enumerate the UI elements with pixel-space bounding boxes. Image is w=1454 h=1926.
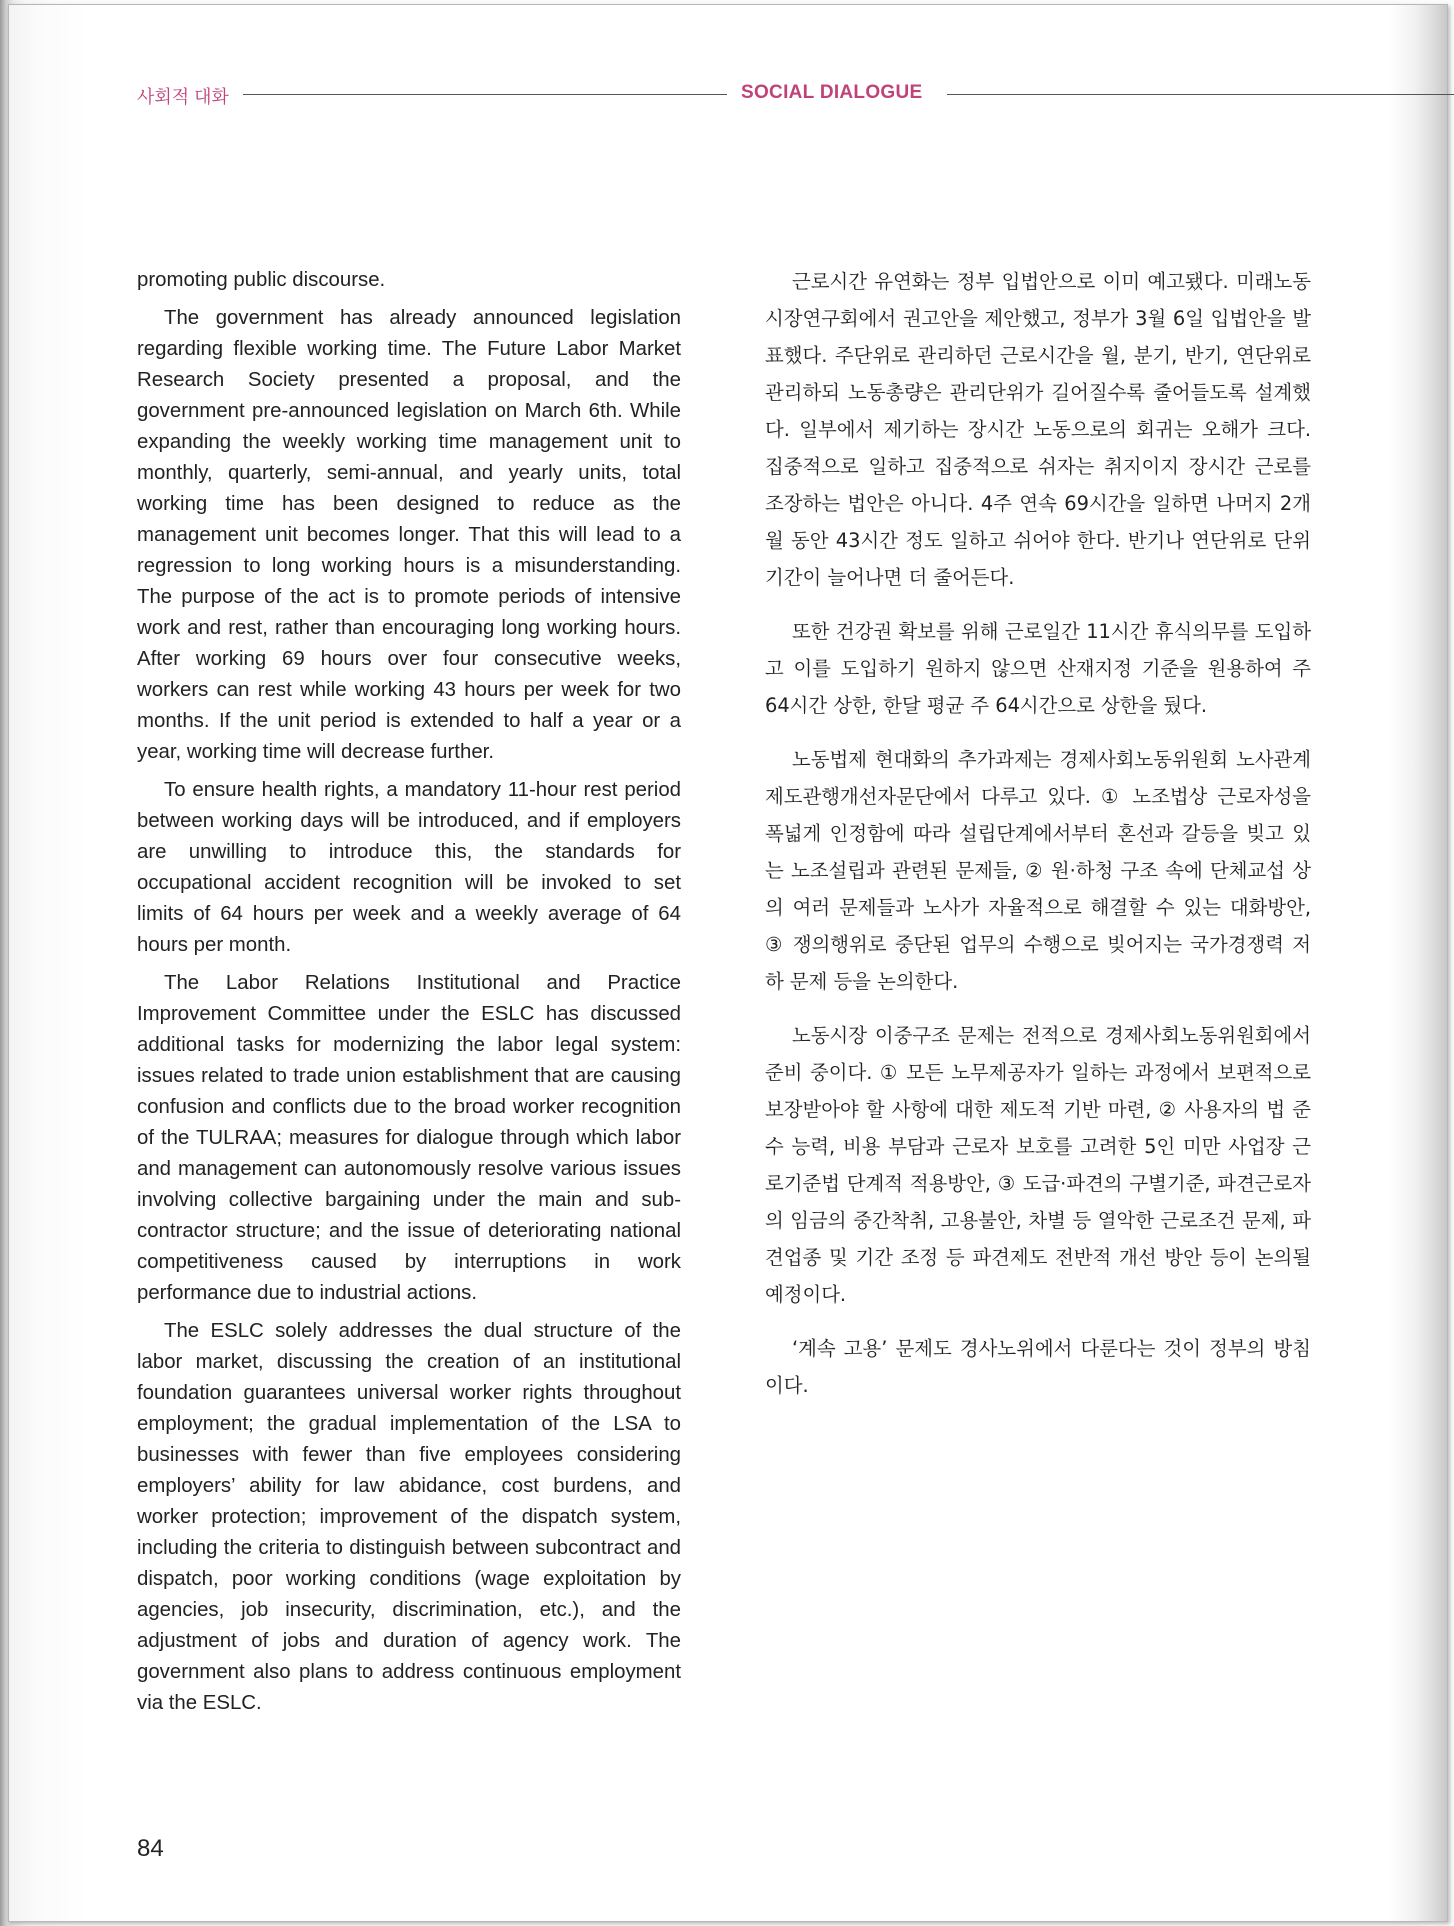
korean-paragraph: 노동시장 이중구조 문제는 전적으로 경제사회노동위원회에서 준비 중이다. ① 모든 노무제공자가 일하는 과정에서 보편적으로 보장받아야 할 사항에 대한 제도적 기반 마련, ② 사용자의 법 준수 능력, 비용 부담과 근로자 보호를 고려한 5인 미만 사업장 근로기준법 단계적 적용방안, ③ 도급·파견의 구별기준, 파견근로자의 임금의 중간착취, 고용불안, 차별 등 열악한 근로조건 문제, 파견업종 및 기간 조정 등 파견제도 전반적 개선 방안 등이 논의될 예정이다.	[765, 1024, 1311, 1306]
english-paragraph: The Labor Relations Institutional and Practice Improvement Committee under the ESLC has discussed additional tasks for modernizing the labor legal system: issues related to trade union establishment that are causing confusion and conflicts due to the broad worker recognition of the TULRAA; measures for dialogue through which labor and management can autonomously resolve various issues involving collective bargaining under the main and sub-contractor structure; and the issue of deteriorating national competitiveness caused by interruptions in work performance due to industrial actions.	[137, 972, 681, 1304]
running-header	[129, 81, 1449, 107]
page-sheet	[8, 4, 1448, 1922]
page-number: 84	[137, 1835, 164, 1862]
english-paragraph: promoting public discourse.	[137, 269, 386, 291]
korean-paragraph: ‘계속 고용’ 문제도 경사노위에서 다룬다는 것이 정부의 방침이다.	[765, 1337, 1311, 1397]
korean-text-column	[765, 263, 1311, 1421]
section-title-korean: 사회적 대화	[137, 87, 229, 107]
header-rule-left	[243, 94, 727, 95]
header-rule-right	[947, 94, 1454, 95]
korean-paragraph: 노동법제 현대화의 추가과제는 경제사회노동위원회 노사관계제도관행개선자문단에서 다루고 있다. ① 노조법상 근로자성을 폭넓게 인정함에 따라 설립단계에서부터 혼선과 갈등을 빚고 있는 노조설립과 관련된 문제들, ② 원·하청 구조 속에 단체교섭 상의 여러 문제들과 노사가 자율적으로 해결할 수 있는 대화방안, ③ 쟁의행위로 중단된 업무의 수행으로 빚어지는 국가경쟁력 저하 문제 등을 논의한다.	[765, 748, 1311, 993]
korean-paragraph: 또한 건강권 확보를 위해 근로일간 11시간 휴식의무를 도입하고 이를 도입하기 원하지 않으면 산재지정 기준을 원용하여 주 64시간 상한, 한달 평균 주 64시간으로 상한을 뒀다.	[765, 620, 1311, 717]
english-paragraph: To ensure health rights, a mandatory 11-hour rest period between working days will be introduced, and if employers are unwilling to introduce this, the standards for occupational accident recognition will be invoked to set limits of 64 hours per week and a weekly average of 64 hours per month.	[137, 779, 681, 956]
section-title-english: SOCIAL DIALOGUE	[741, 82, 923, 103]
english-paragraph: The government has already announced legislation regarding flexible working time. The Future Labor Market Research Society presented a proposal, and the government pre-announced legislation on March 6th. While expanding the weekly working time management unit to monthly, quarterly, semi-annual, and yearly units, total working time has been designed to reduce as the management unit becomes longer. That this will lead to a regression to long working hours is a misunderstanding. The purpose of the act is to promote periods of intensive work and rest, rather than encouraging long working hours. After working 69 hours over four consecutive weeks, workers can rest while working 43 hours per week for two months. If the unit period is extended to half a year or a year, working time will decrease further.	[137, 307, 681, 763]
english-paragraph: The ESLC solely addresses the dual structure of the labor market, discussing the creation of an institutional foundation guarantees universal worker rights throughout employment; the gradual implementation of the LSA to businesses with fewer than five employees considering employers’ ability for law abidance, cost burdens, and worker protection; improvement of the dispatch system, including the criteria to distinguish between subcontract and dispatch, poor working conditions (wage exploitation by agencies, job insecurity, discrimination, etc.), and the adjustment of jobs and duration of agency work. The government also plans to address continuous employment via the ESLC.	[137, 1320, 681, 1714]
korean-paragraph: 근로시간 유연화는 정부 입법안으로 이미 예고됐다. 미래노동시장연구회에서 권고안을 제안했고, 정부가 3월 6일 입법안을 발표했다. 주단위로 관리하던 근로시간을 월, 분기, 반기, 연단위로 관리하되 노동총량은 관리단위가 길어질수록 줄어들도록 설계했다. 일부에서 제기하는 장시간 노동으로의 회귀는 오해가 크다. 집중적으로 일하고 집중적으로 쉬자는 취지이지 장시간 근로를 조장하는 법안은 아니다. 4주 연속 69시간을 일하면 나머지 2개월 동안 43시간 정도 일하고 쉬어야 한다. 반기나 연단위로 단위기간이 늘어나면 더 줄어든다.	[765, 270, 1311, 589]
english-text-column	[137, 265, 681, 1726]
